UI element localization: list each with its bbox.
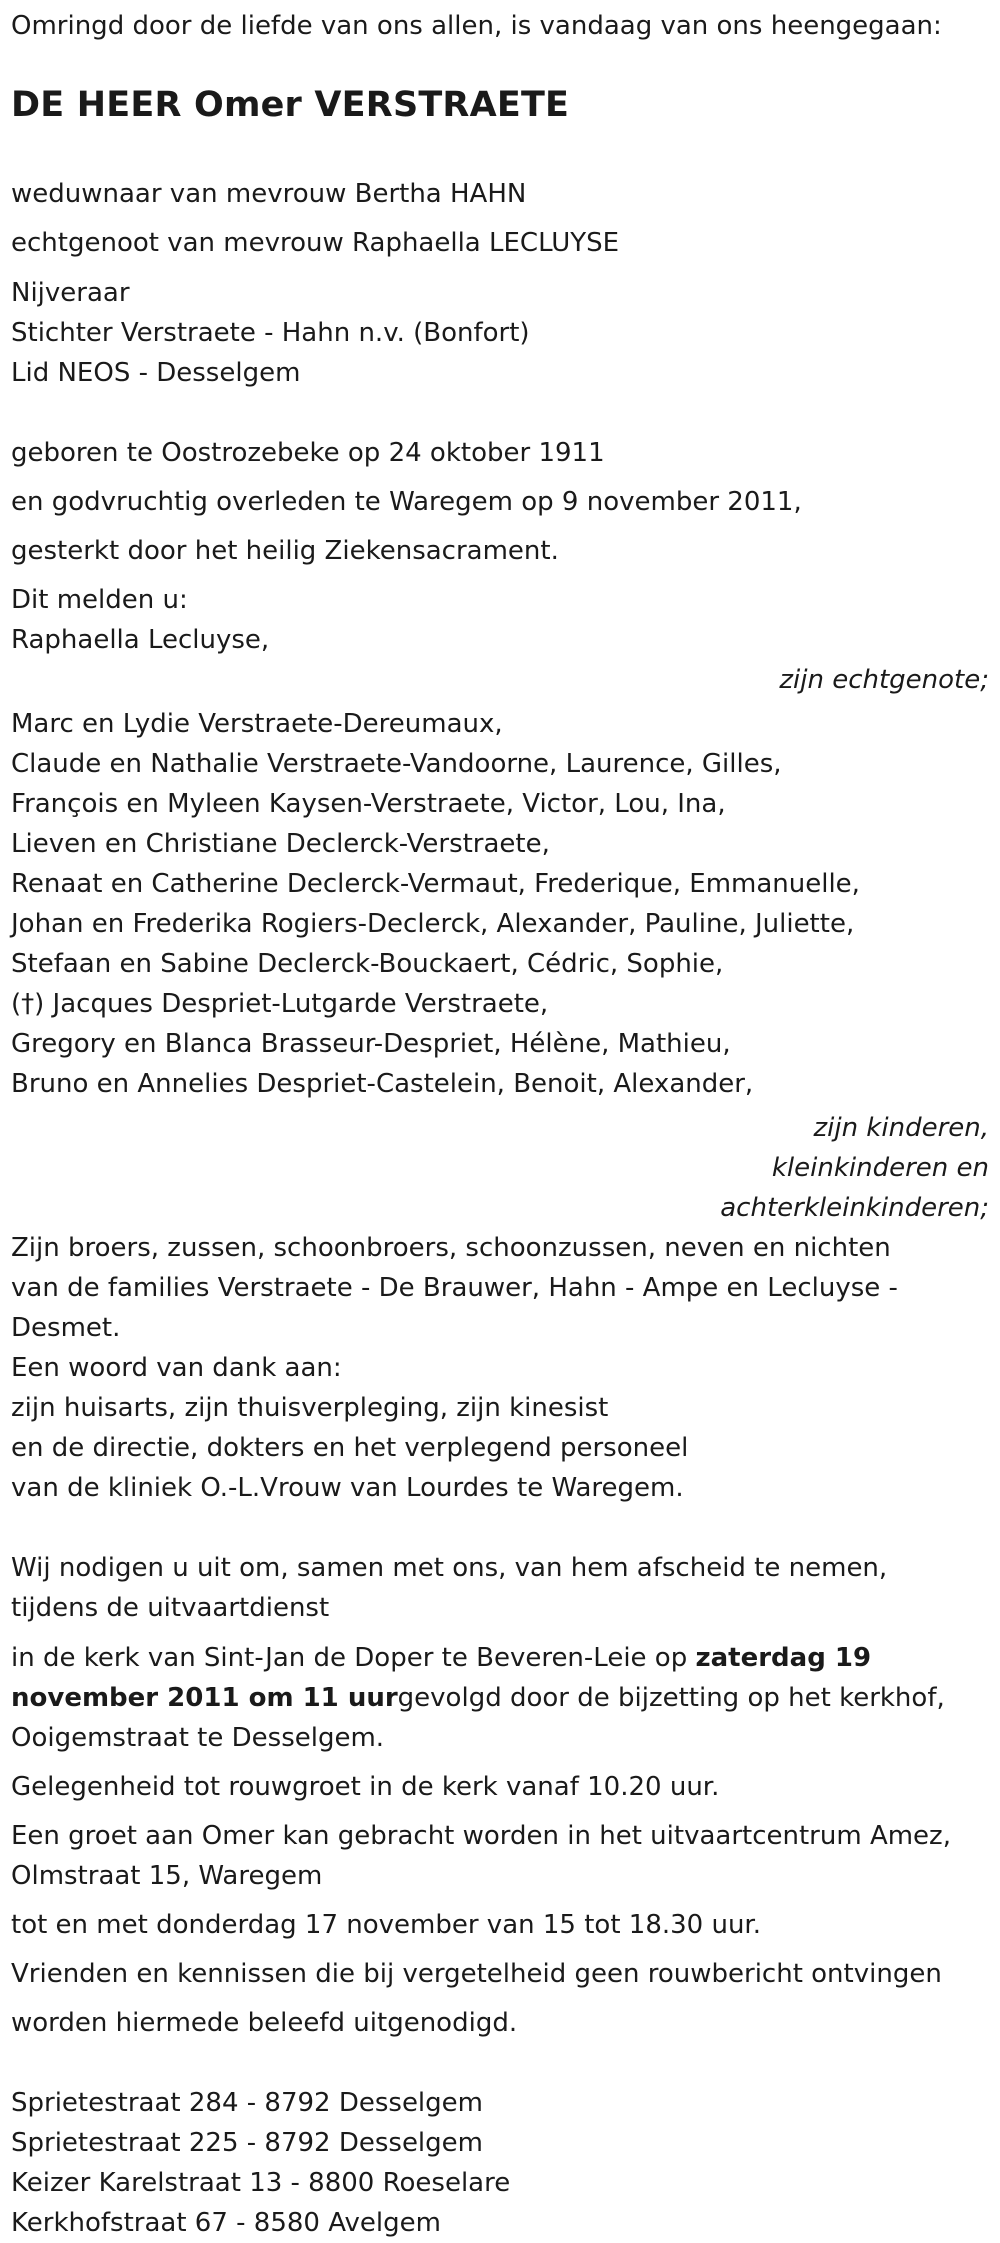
intro-text: Omringd door de liefde van ons allen, is vandaag van ons heengegaan: [11,11,942,41]
sacrament-line: gesterkt door het heilig Ziekensacrament. [11,536,559,566]
church-line [11,1678,989,1718]
until-line: tot en met donderdag 17 november van 15 tot 18.30 uur. [11,1910,762,1940]
relation-widower: weduwnaar van mevrouw Bertha HAHN [11,179,527,209]
greeting-line: Olmstraat 15, Waregem [11,1861,323,1891]
invite-line: Wij nodigen u uit om, samen met ons, van hem afscheid te nemen, [11,1553,888,1583]
announce-line: Dit melden u: [11,585,188,615]
child-line: Marc en Lydie Verstraete-Dereumaux, [11,709,503,739]
child-line: Johan en Frederika Rogiers-Declerck, Alexander, Pauline, Juliette, [11,909,855,939]
child-line: Claude en Nathalie Verstraete-Vandoorne, Laurence, Gilles, [11,749,782,779]
church-location: in de kerk van Sint-Jan de Doper te Beveren-Leie op [11,1643,696,1673]
funeral-date-part2: november 2011 om 11 uur [11,1683,398,1713]
condolence-line: Gelegenheid tot rouwgroet in de kerk vanaf 10.20 uur. [11,1772,720,1802]
family-line: Zijn broers, zussen, schoonbroers, schoonzussen, neven en nichten [11,1233,891,1263]
thanks-line: en de directie, dokters en het verplegend personeel [11,1433,689,1463]
spouse-name: Raphaella Lecluyse, [11,625,270,655]
family-line: Desmet. [11,1313,121,1343]
address-line: Keizer Karelstraat 13 - 8800 Roeselare [11,2168,511,2198]
friends-line: Vrienden en kennissen die bij vergetelheid geen rouwbericht ontvingen [11,1959,942,1989]
relation-husband: echtgenoot van mevrouw Raphaella LECLUYSE [11,228,620,258]
church-line [11,1638,989,1678]
children-role: kleinkinderen en [771,1153,989,1183]
thanks-line: zijn huisarts, zijn thuisverpleging, zijn kinesist [11,1393,609,1423]
child-line: François en Myleen Kaysen-Verstraete, Victor, Lou, Ina, [11,789,726,819]
title-line: Stichter Verstraete - Hahn n.v. (Bonfort) [11,318,530,348]
thanks-line: Een woord van dank aan: [11,1353,342,1383]
address-line: Kerkhofstraat 67 - 8580 Avelgem [11,2208,441,2238]
burial-text: gevolgd door de bijzetting op het kerkhof, [397,1683,945,1713]
invite-line: tijdens de uitvaartdienst [11,1593,330,1623]
thanks-line: van de kliniek O.-L.Vrouw van Lourdes te Waregem. [11,1473,684,1503]
greeting-line: Een groet aan Omer kan gebracht worden in het uitvaartcentrum Amez, [11,1821,951,1851]
death-line: en godvruchtig overleden te Waregem op 9 november 2011, [11,487,802,517]
child-line: Stefaan en Sabine Declerck-Bouckaert, Cédric, Sophie, [11,949,724,979]
birth-line: geboren te Oostrozebeke op 24 oktober 1911 [11,438,605,468]
children-role: achterkleinkinderen; [720,1193,989,1223]
funeral-date-part1: zaterdag 19 [695,1643,872,1673]
child-line: (†) Jacques Despriet-Lutgarde Verstraete, [11,989,549,1019]
address-line: Sprietestraat 284 - 8792 Desselgem [11,2088,483,2118]
friends-line: worden hiermede beleefd uitgenodigd. [11,2008,518,2038]
title-line: Nijveraar [11,278,130,308]
child-line: Renaat en Catherine Declerck-Vermaut, Frederique, Emmanuelle, [11,869,860,899]
child-line: Lieven en Christiane Declerck-Verstraete, [11,829,550,859]
child-line: Gregory en Blanca Brasseur-Despriet, Hélène, Mathieu, [11,1029,731,1059]
church-line: Ooigemstraat te Desselgem. [11,1723,385,1753]
family-line: van de families Verstraete - De Brauwer, Hahn - Ampe en Lecluyse - [11,1273,898,1303]
children-role: zijn kinderen, [813,1113,989,1143]
spouse-role: zijn echtgenote; [779,665,989,695]
deceased-name: DE HEER Omer VERSTRAETE [11,85,570,125]
title-line: Lid NEOS - Desselgem [11,358,301,388]
child-line: Bruno en Annelies Despriet-Castelein, Benoit, Alexander, [11,1069,754,1099]
address-line: Sprietestraat 225 - 8792 Desselgem [11,2128,483,2158]
